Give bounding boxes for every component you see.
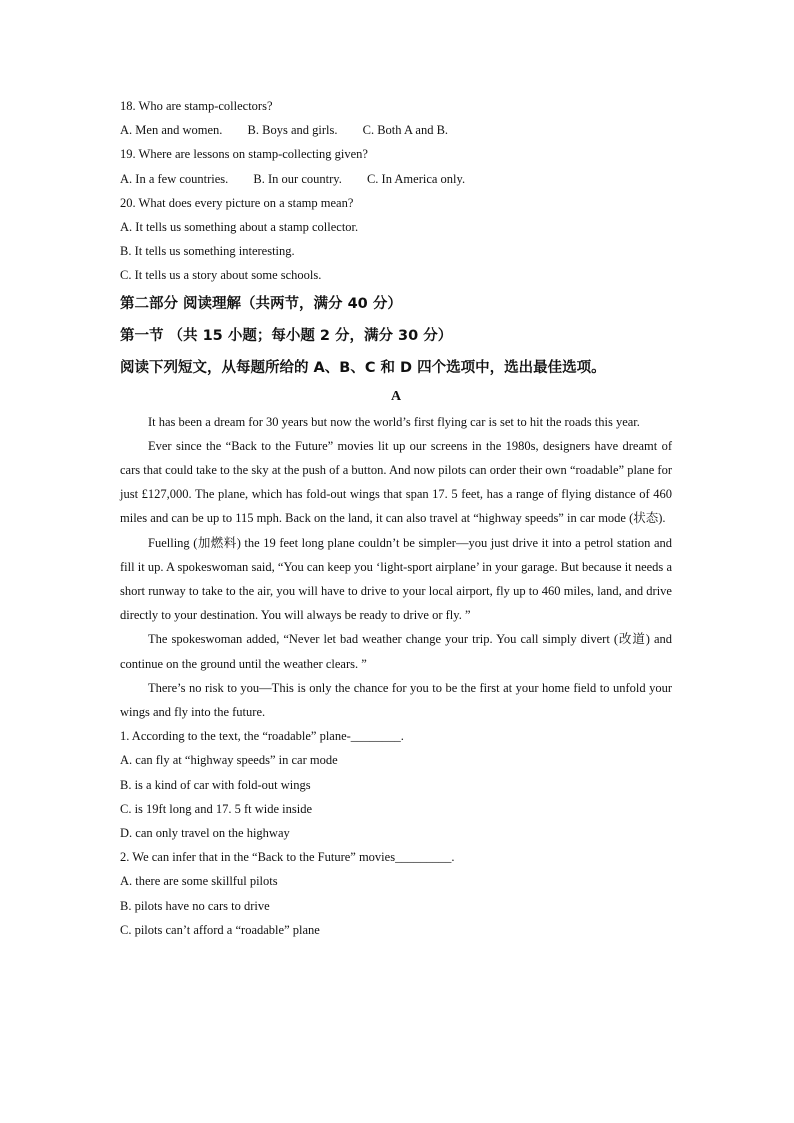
- option-a: A. It tells us something about a stamp collector.: [120, 220, 359, 235]
- section1-heading: 第一节 （共 15 小题；每小题 2 分，满分 30 分）: [120, 327, 453, 344]
- reading-question-1: [120, 724, 672, 845]
- reading-question-2: [120, 845, 672, 942]
- question-stem: 2. We can infer that in the “Back to the Future” movies_________.: [120, 850, 455, 865]
- option-c: C. pilots can’t afford a “roadable” plane: [120, 922, 320, 937]
- passage-paragraph-2: Ever since the “Back to the Future” movies lit up our screens in the 1980s, designers have dreamt of cars that could take to the sky at the push of a button. And now pilots can order their own “roadable” plane for just £127,000. The plane, which has fold-out wings that span 17. 5 feet, has a range of flying distance of 460 miles and can be up to 115 mph. Back on the land, it can also travel at “highway speeds” in car mode (状态).: [120, 438, 672, 526]
- option-c: C. is 19ft long and 17. 5 ft wide inside: [120, 801, 312, 816]
- document-page: [120, 94, 672, 942]
- part2-heading: 第二部分 阅读理解（共两节，满分 40 分）: [120, 295, 402, 312]
- passage-paragraph-4: The spokeswoman added, “Never let bad weather change your trip. You call simply divert (改道) and continue on the ground until the weather clears. ”: [120, 632, 672, 671]
- option-c: C. In America only.: [366, 171, 466, 186]
- option-a: A. there are some skillful pilots: [120, 874, 278, 889]
- option-a: A. can fly at “highway speeds” in car mode: [120, 753, 338, 768]
- question-stem: 18. Who are stamp-collectors?: [120, 99, 273, 113]
- option-c: C. It tells us a story about some schools.: [120, 268, 322, 283]
- option-b: B. pilots have no cars to drive: [120, 898, 270, 913]
- passage: [120, 410, 672, 725]
- option-b: B. In our country.: [253, 171, 342, 186]
- option-b: B. It tells us something interesting.: [120, 244, 295, 259]
- passage-paragraph-1: It has been a dream for 30 years but now the world’s first flying car is set to hit the roads this year.: [148, 414, 640, 429]
- question-stem: 20. What does every picture on a stamp mean?: [120, 195, 354, 210]
- question-stem: 1. According to the text, the “roadable” plane-________.: [120, 729, 404, 744]
- option-a: A. Men and women.: [120, 123, 223, 138]
- question-18: [120, 94, 672, 142]
- option-b: B. is a kind of car with fold-out wings: [120, 777, 311, 792]
- option-row: [120, 118, 672, 142]
- question-20: [120, 191, 672, 288]
- option-b: B. Boys and girls.: [247, 123, 338, 138]
- option-d: D. can only travel on the highway: [120, 826, 290, 841]
- question-19: [120, 142, 672, 190]
- passage-letter: A: [390, 388, 402, 404]
- question-stem: 19. Where are lessons on stamp-collecting given?: [120, 147, 368, 162]
- option-a: A. In a few countries.: [120, 171, 229, 186]
- option-row: [120, 167, 672, 191]
- instruction-heading: 阅读下列短文，从每题所给的 A、B、C 和 D 四个选项中，选出最佳选项。: [120, 359, 606, 376]
- passage-paragraph-3: Fuelling (加燃料) the 19 feet long plane couldn’t be simpler—you just drive it into a petrol station and fill it up. A spokeswoman said, “You can keep you ‘light-sport airplane’ in your garage. But because it needs a short runway to take to the air, you will have to drive to your local airport, fly up to 460 miles, land, and drive directly to your destination. You will always be ready to drive or fly. ”: [120, 535, 672, 623]
- option-c: C. Both A and B.: [362, 123, 449, 138]
- passage-paragraph-5: There’s no risk to you—This is only the chance for you to be the first at your home field to unfold your wings and fly into the future.: [120, 680, 672, 720]
